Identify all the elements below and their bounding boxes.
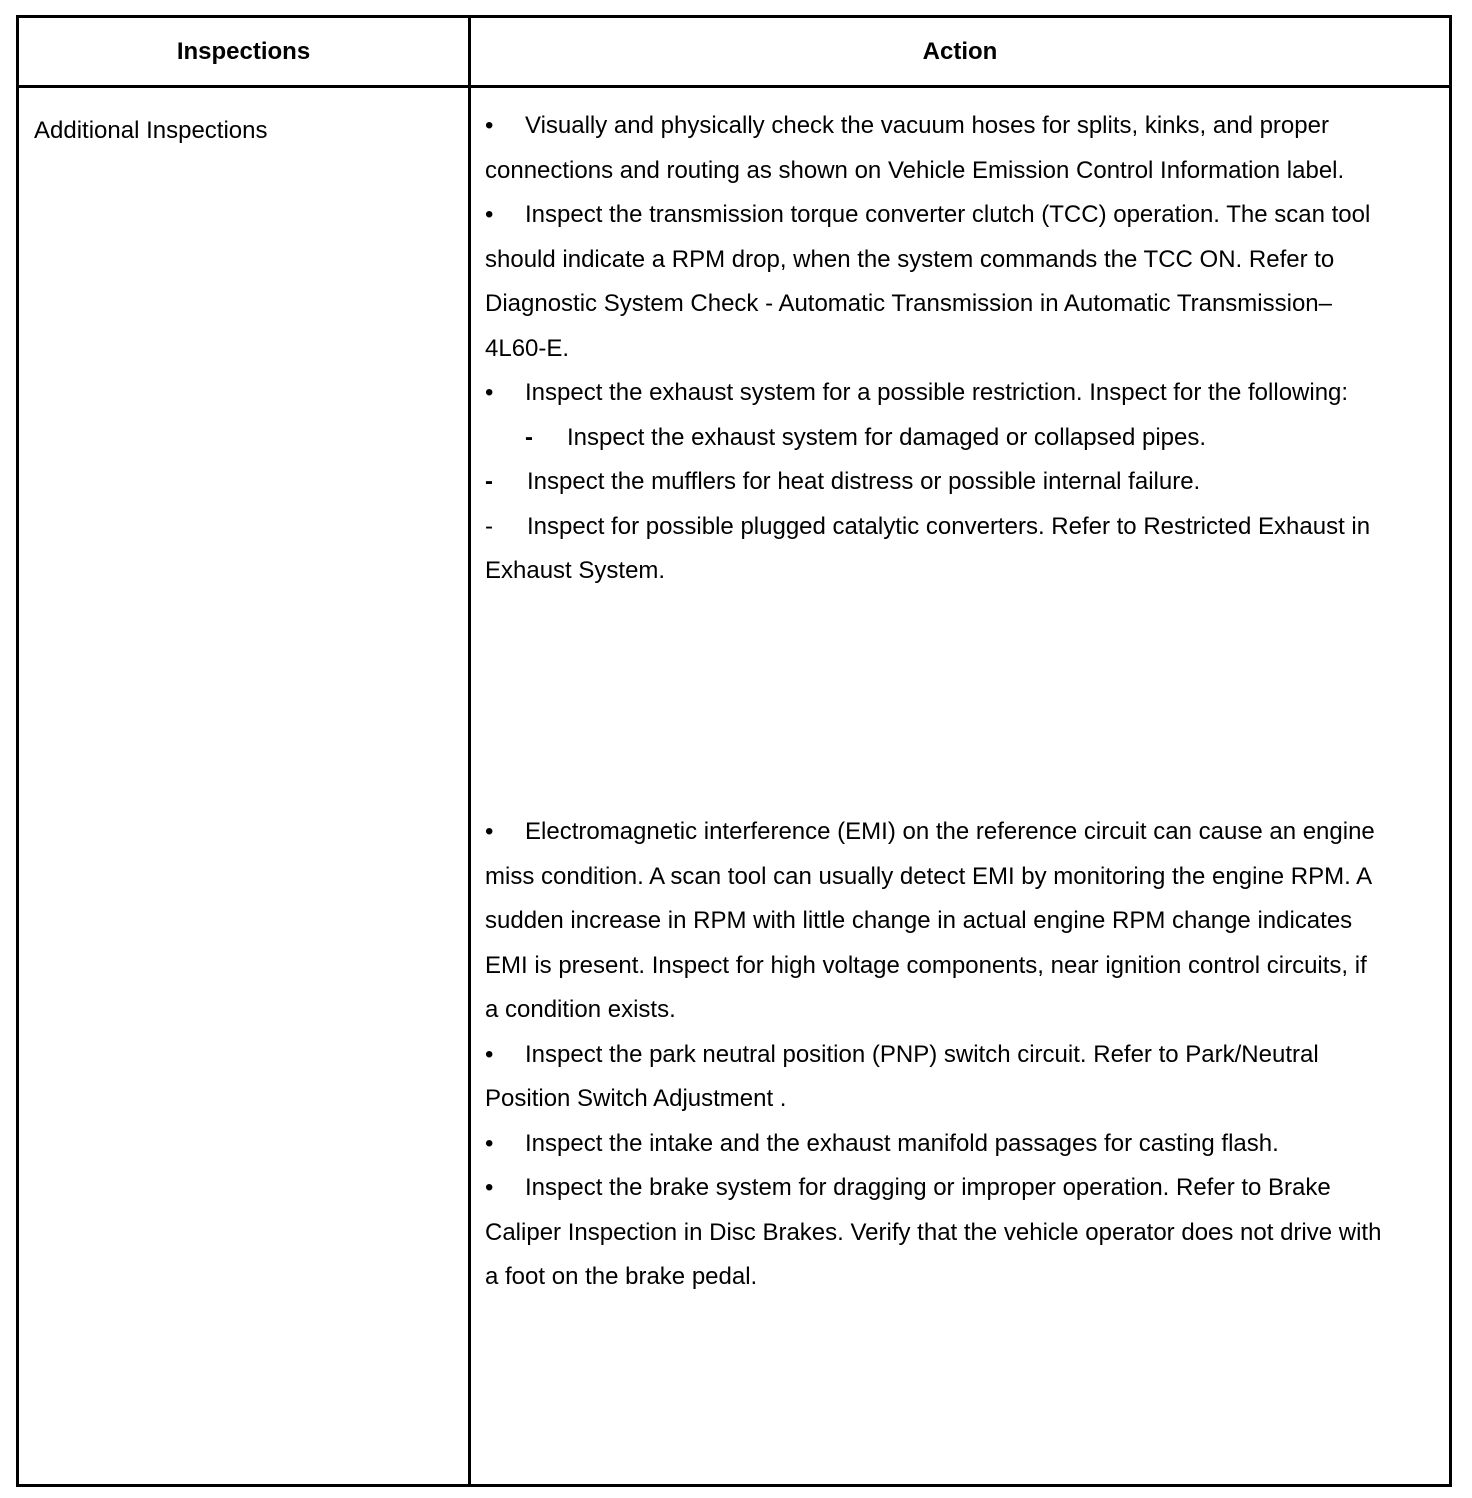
action-item xyxy=(485,1033,1385,1122)
dash-marker: - xyxy=(485,468,493,495)
action-text: Inspect the intake and the exhaust manifold passages for casting flash. xyxy=(525,1129,1279,1157)
action-text: Inspect the transmission torque converter clutch (TCC) operation. The scan tool should indicate a RPM drop, when the system commands the TCC ON. Refer to Diagnostic System Check - Automatic Transmission in Automatic Transmission–4L60-E. xyxy=(485,201,1371,362)
inspection-cell: Additional Inspections xyxy=(34,117,268,144)
action-text: Inspect the brake system for dragging or improper operation. Refer to Brake Caliper Inspection in Disc Brakes. Verify that the vehicle operator does not drive with a foot on the brake pedal. xyxy=(485,1174,1382,1290)
action-item xyxy=(485,1166,1385,1300)
bullet-marker: • xyxy=(485,1174,494,1201)
header-divider xyxy=(19,85,1449,88)
bullet-marker: • xyxy=(485,818,494,845)
header-action: Action xyxy=(922,37,998,65)
action-text: Inspect the mufflers for heat distress or possible internal failure. xyxy=(527,468,1201,495)
action-cell-part2 xyxy=(485,810,1385,1300)
action-item xyxy=(485,104,1385,193)
action-subitem xyxy=(485,416,1385,461)
bullet-marker: • xyxy=(485,1040,494,1068)
bullet-marker: • xyxy=(485,201,494,228)
action-text: Inspect the park neutral position (PNP) switch circuit. Refer to Park/Neutral Position Switch Adjustment . xyxy=(485,1040,1319,1112)
column-divider xyxy=(468,18,471,1484)
action-text: Inspect for possible plugged catalytic converters. Refer to Restricted Exhaust in Exhaust System. xyxy=(485,512,1371,584)
dash-marker: - xyxy=(485,512,493,540)
action-text: Inspect the exhaust system for a possible restriction. Inspect for the following: xyxy=(525,379,1349,406)
bullet-marker: • xyxy=(485,1129,494,1157)
dash-marker: - xyxy=(525,423,533,451)
header-inspections: Inspections xyxy=(176,37,311,65)
action-text: Visually and physically check the vacuum hoses for splits, kinks, and proper connections and routing as shown on Vehicle Emission Control Information label. xyxy=(485,112,1345,184)
bullet-marker: • xyxy=(485,112,494,139)
action-subitem xyxy=(485,460,1385,505)
action-text: Inspect the exhaust system for damaged or collapsed pipes. xyxy=(567,423,1207,451)
action-item xyxy=(485,371,1385,416)
inspection-table xyxy=(16,15,1452,1487)
action-cell-part1 xyxy=(485,104,1385,594)
action-item xyxy=(485,810,1385,1033)
bullet-marker: • xyxy=(485,379,494,406)
action-item xyxy=(485,193,1385,371)
action-item xyxy=(485,1122,1385,1167)
action-subitem xyxy=(485,505,1385,594)
action-text: Electromagnetic interference (EMI) on the reference circuit can cause an engine miss condition. A scan tool can usually detect EMI by monitoring the engine RPM. A sudden increase in RPM with little change in actual engine RPM change indicates EMI is present. Inspect for high voltage components, near ignition control circuits, if a condition exists. xyxy=(485,818,1375,1023)
